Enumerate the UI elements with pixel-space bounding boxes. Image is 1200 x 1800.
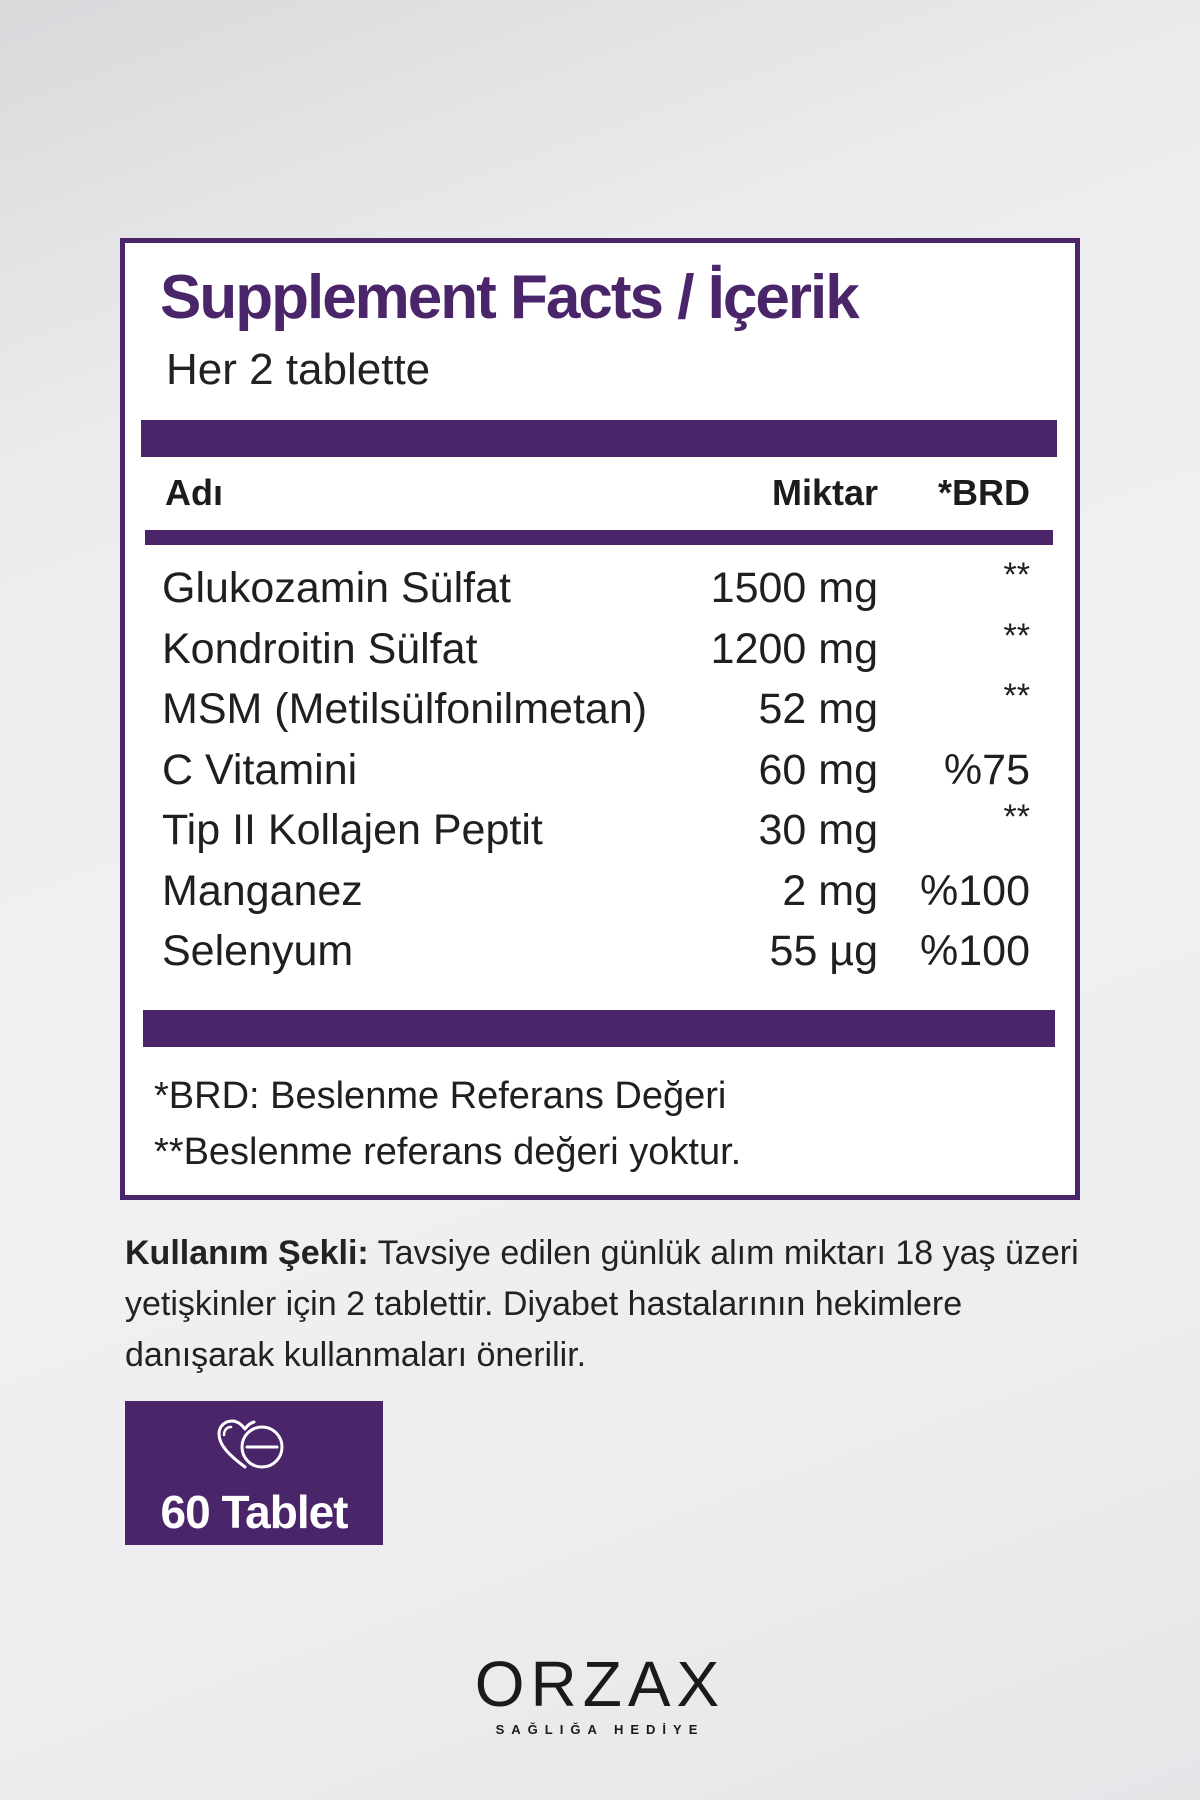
table-row [160,677,1030,744]
ingredient-name: Manganez [162,866,363,915]
footnotes [154,1068,741,1180]
ingredient-name: Tip II Kollajen Peptit [162,806,543,854]
table-row [160,798,1030,865]
no-reference-note: **Beslenme referans değeri yoktur. [154,1131,742,1173]
table-row [160,865,1030,926]
ingredient-brd: ** [1003,798,1030,836]
ingredient-name: Glukozamin Sülfat [162,564,511,612]
usage-instructions [125,1228,1085,1381]
ingredient-amount: 1200 mg [710,624,878,673]
serving-size: Her 2 tablette [166,345,431,394]
ingredient-name: Kondroitin Sülfat [162,624,478,673]
tablet-count-label: 60 Tablet [160,1486,348,1538]
divider-bar-top [141,420,1057,457]
ingredient-amount: 60 mg [758,745,878,794]
facts-title: Supplement Facts / İçerik [160,263,858,332]
ingredient-amount: 30 mg [758,806,878,854]
ingredient-amount: 55 µg [769,927,878,975]
brand-tagline: SAĞLIĞA HEDİYE [495,1722,705,1737]
tablet-count-badge [125,1401,383,1545]
ingredient-brd: %100 [920,866,1030,915]
brd-definition-note: *BRD: Beslenme Referans Değeri [154,1075,727,1117]
ingredient-name: C Vitamini [162,745,358,794]
ingredients-table [160,556,1030,986]
usage-label: Kullanım Şekli: [125,1234,369,1272]
usage-text: Tavsiye edilen günlük alım miktarı 18 yaş üzeri yetişkinler için 2 tablettir. Diyabet hastalarının hekimlere danışarak kullanmaları önerilir. [125,1234,1079,1374]
column-header-amount: Miktar [771,472,878,513]
ingredient-name: Selenyum [162,927,354,975]
ingredient-brd: ** [1003,677,1030,715]
heart-pill-icon [215,1417,291,1473]
table-row [160,925,1030,986]
ingredient-name: MSM (Metilsülfonilmetan) [162,685,648,733]
table-row [160,616,1030,684]
ingredient-brd: ** [1003,616,1030,655]
divider-bar-middle [145,530,1053,545]
ingredient-amount: 52 mg [758,685,878,733]
table-row [160,556,1030,623]
ingredient-brd: %75 [943,745,1030,794]
table-row [160,744,1030,805]
column-header-name: Adı [165,472,223,513]
column-header-brd: *BRD [937,472,1030,513]
divider-bar-bottom [143,1010,1055,1047]
ingredient-amount: 2 mg [782,866,878,915]
ingredient-brd: %100 [920,927,1030,975]
brand-name: ORZAX [474,1648,726,1720]
ingredient-amount: 1500 mg [710,564,878,612]
ingredient-brd: ** [1003,556,1030,594]
brand-logo [420,1648,780,1737]
